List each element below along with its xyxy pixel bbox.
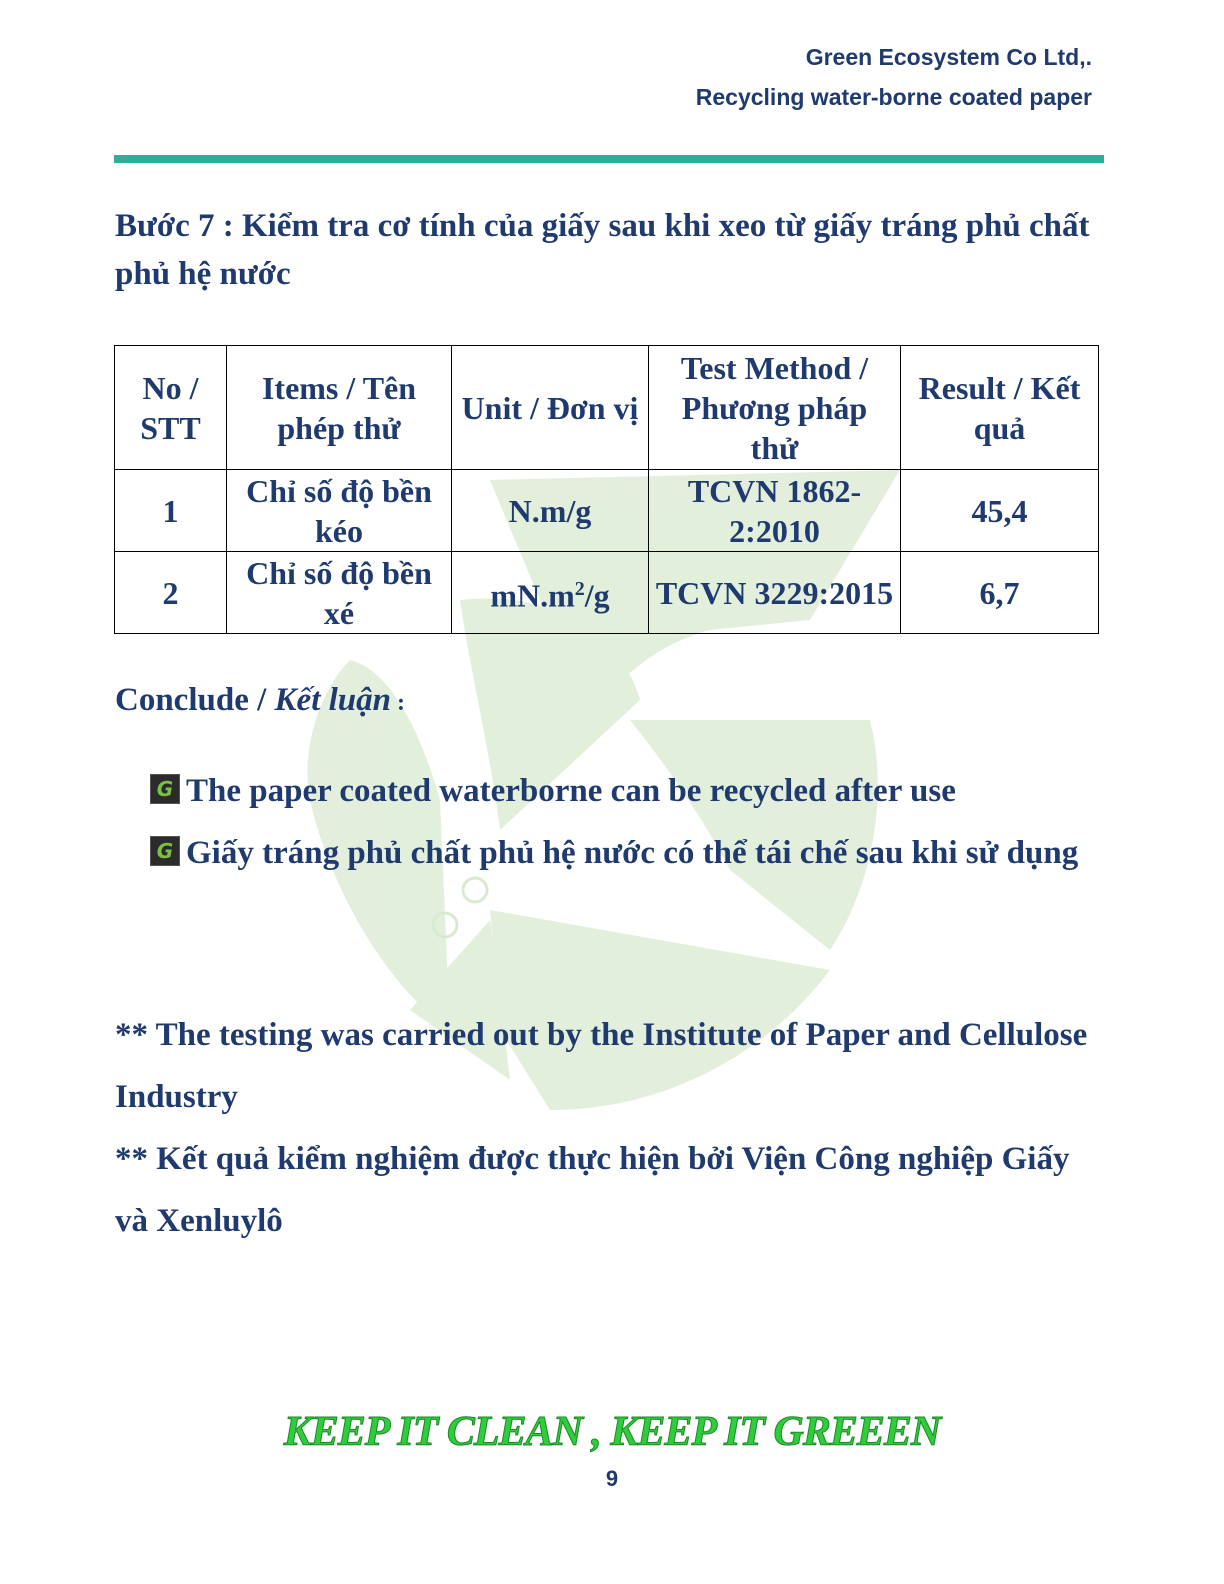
header-subtitle: Recycling water-borne coated paper [695,84,1092,110]
cell-item: Chỉ số độ bền xé [227,552,452,634]
bullet-text: Giấy tráng phủ chất phủ hệ nước có thể tái chế sau khi sử dụng [186,835,1079,871]
header-company: Green Ecosystem Co Ltd,. [805,44,1092,70]
header-unit: Unit / Đơn vị [452,346,649,470]
note-vietnamese: ** Kết quả kiểm nghiệm được thực hiện bởi Viện Công nghiệp Giấy và Xenluylô [115,1141,1070,1239]
slogan: KEEP IT CLEAN , KEEP IT GREEEN [283,1409,941,1455]
header-divider [114,155,1104,163]
header-result: Result / Kết quả [901,346,1099,470]
conclusion-list [150,760,1090,884]
table-row [115,552,1099,634]
cell-no: 1 [115,470,227,552]
cell-item: Chỉ số độ bền kéo [227,470,452,552]
step-title: Bước 7 : Kiểm tra cơ tính của giấy sau khi xeo từ giấy tráng phủ chất phủ hệ nước [115,208,1090,292]
cell-result: 6,7 [901,552,1099,634]
g-logo-icon: G [150,774,180,804]
unit-base: mN.m [490,577,575,614]
cell-result: 45,4 [901,470,1099,552]
unit-tail: /g [584,577,610,614]
conclude-label: Conclude / [115,682,275,718]
header-items: Items / Tên phép thử [227,346,452,470]
g-logo-icon: G [150,836,180,866]
conclude-suffix: : [390,690,405,716]
header-test-method: Test Method / Phương pháp thử [649,346,901,470]
cell-unit [452,552,649,634]
conclude-label-vi: Kết luận [274,682,391,718]
note-english: ** The testing was carried out by the Institute of Paper and Cellulose Industry [115,1017,1088,1115]
conclude-heading [115,682,405,719]
cell-method: TCVN 1862-2:2010 [649,470,901,552]
table-header-row [115,346,1099,470]
page-number: 9 [605,1466,619,1491]
cell-no: 2 [115,552,227,634]
header-no: No / STT [115,346,227,470]
test-results-table [114,345,1099,634]
list-item [150,760,1090,822]
cell-method: TCVN 3229:2015 [649,552,901,634]
list-item [150,822,1090,884]
unit-superscript: 2 [574,578,585,601]
table-row [115,470,1099,552]
cell-unit: N.m/g [452,470,649,552]
bullet-text: The paper coated waterborne can be recycled after use [186,773,956,809]
